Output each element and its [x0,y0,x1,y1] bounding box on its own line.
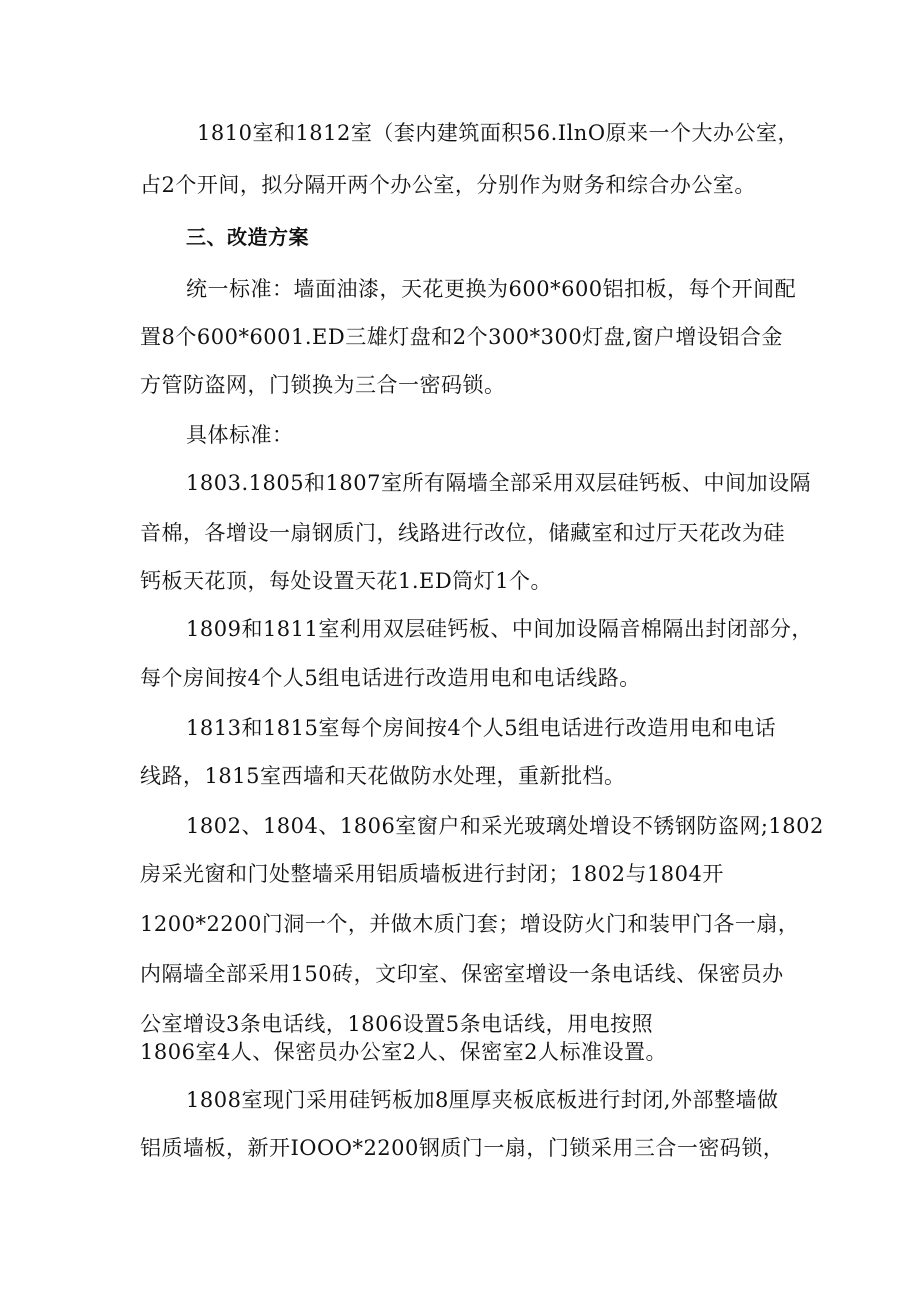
paragraph-line: 1802、1804、1806室窗户和采光玻璃处增设不锈钢防盗网;1802 [186,814,824,838]
paragraph-line: 置8个600*6001.ED三雄灯盘和2个300*300灯盘,窗户增设铝合金 [140,325,783,349]
section-heading: 三、改造方案 [186,225,309,249]
paragraph-line: 1806室4人、保密员办公室2人、保密室2人标准设置。 [140,1040,668,1064]
paragraph-line: 统一标准：墙面油漆，天花更换为600*600铝扣板，每个开间配 [186,277,797,301]
paragraph-line: 每个房间按4个人5组电话进行改造用电和电话线路。 [140,666,641,690]
paragraph-line: 音棉，各增设一扇钢质门，线路进行改位，储藏室和过厅天花改为硅 [140,521,785,545]
subheading-label: 具体标准： [186,423,294,447]
paragraph-line: 钙板天花顶，每处设置天花1.ED筒灯1个。 [140,569,553,593]
paragraph-line: 1200*2200门洞一个，并做木质门套；增设防火门和装甲门各一扇， [140,912,800,936]
paragraph-line: 1803.1805和1807室所有隔墙全部采用双层硅钙板、中间加设隔 [186,471,812,495]
paragraph-line: 1808室现门采用硅钙板加8厘厚夹板底板进行封闭,外部整墙做 [186,1088,779,1112]
paragraph-line: 1810室和1812室（套内建筑面积56.IlnO原来一个大办公室， [197,121,800,145]
paragraph-line: 方管防盗网，门锁换为三合一密码锁。 [140,373,506,397]
paragraph-line: 1809和1811室利用双层硅钙板、中间加设隔音棉隔出封闭部分， [186,617,813,641]
paragraph-line: 内隔墙全部采用150砖，文印室、保密室增设一条电话线、保密员办 [140,962,784,986]
paragraph-line: 占2个开间，拟分隔开两个办公室，分别作为财务和综合办公室。 [140,173,756,197]
paragraph-line: 铝质墙板，新开IOOO*2200钢质门一扇，门锁采用三合一密码锁， [140,1136,785,1160]
paragraph-line: 公室增设3条电话线，1806设置5条电话线，用电按照 [140,1012,654,1036]
paragraph-line: 1813和1815室每个房间按4个人5组电话进行改造用电和电话 [186,716,777,740]
paragraph-line: 房采光窗和门处整墙采用铝质墙板进行封闭；1802与1804开 [140,862,724,886]
paragraph-line: 线路，1815室西墙和天花做防水处理，重新批档。 [140,764,626,788]
